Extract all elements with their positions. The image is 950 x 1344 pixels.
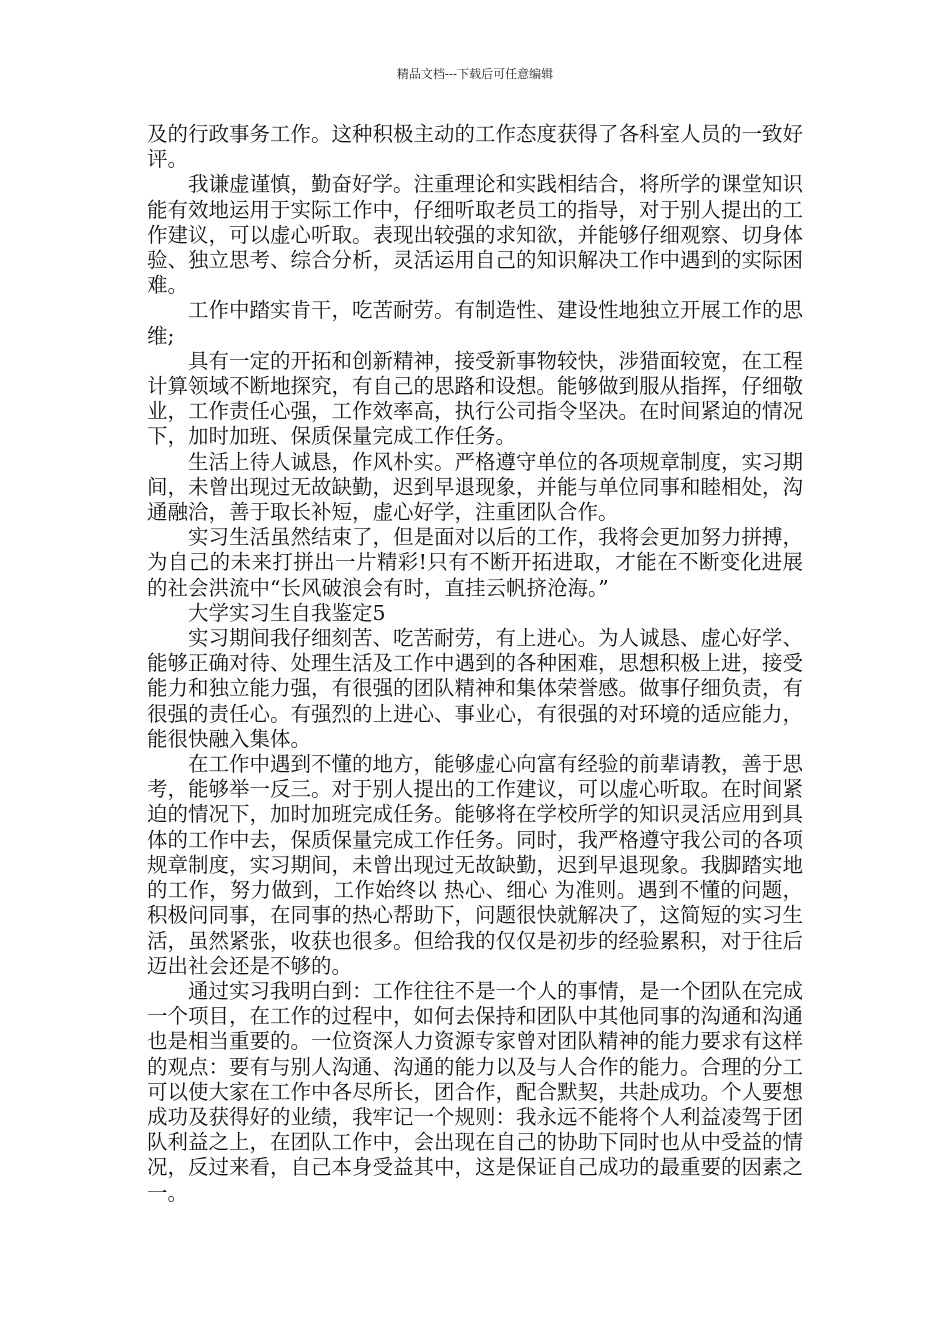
paragraph: 通过实习我明白到：工作往往不是一个人的事情，是一个团队在完成一个项目，在工作的过程中，如何去保持和团队中其他同事的沟通和沟通也是相当重要的。一位资深人力资源专家曾对团队精神的能力要求有这样的观点：要有与别人沟通、沟通的能力以及与人合作的能力。合理的分工可以使大家在工作中各尽所长，团合作，配合默契，共赴成功。个人要想成功及获得好的业绩，我牢记一个规则：我永远不能将个人利益凌驾于团队利益之上，在团队工作中，会出现在自己的协助下同时也从中受益的情况，反过来看，自己本身受益其中，这是保证自己成功的最重要的因素之一。 <box>147 978 803 1205</box>
paragraph: 具有一定的开拓和创新精神，接受新事物较快，涉猎面较宽，在工程计算领域不断地探究，有自己的思路和设想。能够做到服从指挥，仔细敬业，工作责任心强，工作效率高，执行公司指令坚决。在时间紧迫的情况下，加时加班、保质保量完成工作任务。 <box>147 348 803 449</box>
document-body <box>147 122 803 1206</box>
paragraph: 生活上待人诚恳，作风朴实。严格遵守单位的各项规章制度，实习期间，未曾出现过无故缺勤，迟到早退现象，并能与单位同事和睦相处，沟通融洽，善于取长补短，虚心好学，注重团队合作。 <box>147 449 803 525</box>
paragraph: 在工作中遇到不懂的地方，能够虚心向富有经验的前辈请教，善于思考，能够举一反三。对于别人提出的工作建议，可以虚心听取。在时间紧迫的情况下，加时加班完成任务。能够将在学校所学的知识灵活应用到具体的工作中去，保质保量完成工作任务。同时，我严格遵守我公司的各项规章制度，实习期间，未曾出现过无故缺勤，迟到早退现象。我脚踏实地的工作，努力做到，工作始终以 热心、细心 为准则。遇到不懂的问题，积极问同事，在同事的热心帮助下，问题很快就解决了，这简短的实习生活，虽然紧张，收获也很多。但给我的仅仅是初步的经验累积，对于往后迈出社会还是不够的。 <box>147 752 803 978</box>
section-heading: 大学实习生自我鉴定5 <box>188 600 386 625</box>
paragraph: 我谦虚谨慎，勤奋好学。注重理论和实践相结合，将所学的课堂知识能有效地运用于实际工作中，仔细听取老员工的指导，对于别人提出的工作建议，可以虚心听取。表现出较强的求知欲，并能够仔细观察、切身体验、独立思考、综合分析，灵活运用自己的知识解决工作中遇到的实际困难。 <box>147 172 803 298</box>
paragraph: 实习生活虽然结束了，但是面对以后的工作，我将会更加努力拼搏，为自己的未来打拼出一片精彩!只有不断开拓进取，才能在不断变化进展的社会洪流中“长风破浪会有时，直挂云帆挤沧海。” <box>147 525 803 600</box>
page-header: 精品文档---下载后可任意编辑 <box>396 67 554 81</box>
paragraph: 工作中踏实肯干，吃苦耐劳。有制造性、建设性地独立开展工作的思维; <box>147 298 803 348</box>
paragraph: 实习期间我仔细刻苦、吃苦耐劳，有上进心。为人诚恳、虚心好学、能够正确对待、处理生活及工作中遇到的各种困难，思想积极上进，接受能力和独立能力强，有很强的团队精神和集体荣誉感。做事仔细负责，有很强的责任心。有强烈的上进心、事业心，有很强的对环境的适应能力，能很快融入集体。 <box>147 626 803 751</box>
paragraph: 及的行政事务工作。这种积极主动的工作态度获得了各科室人员的一致好评。 <box>147 122 803 172</box>
